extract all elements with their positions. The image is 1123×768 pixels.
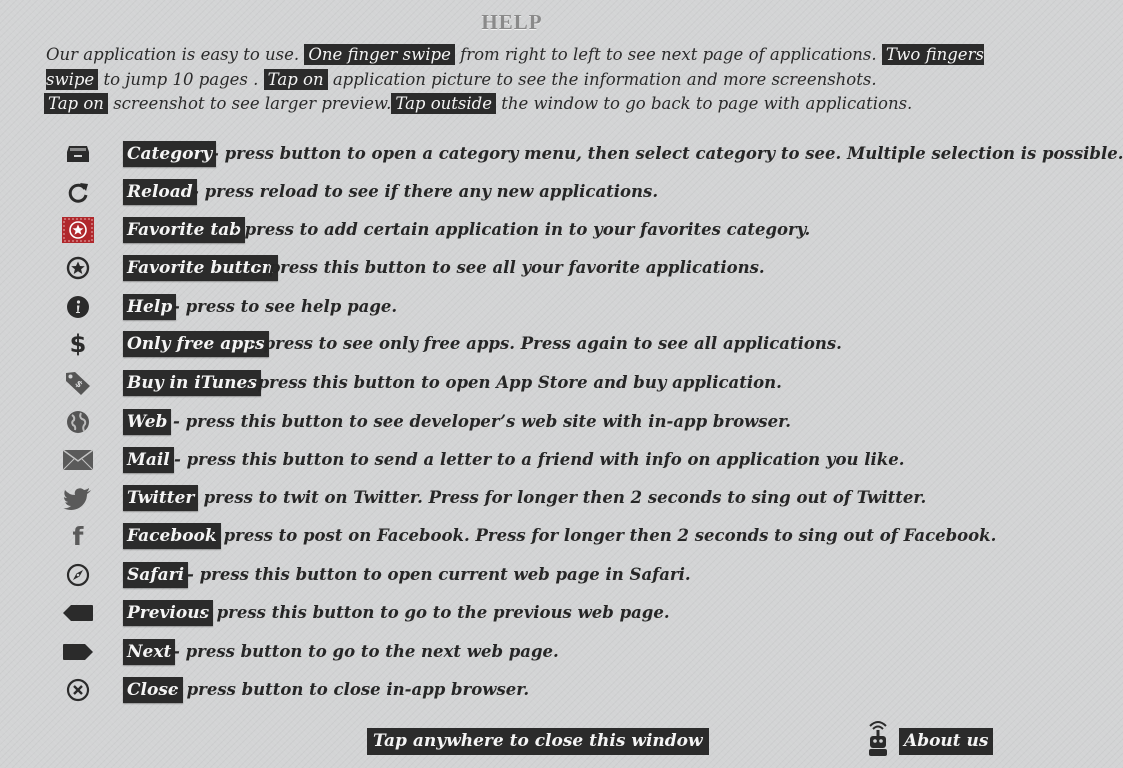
price-tag-icon [62,368,94,398]
help-row-category [0,139,1123,169]
help-row-buy-in-itunes [0,368,1024,398]
intro-text-4: application picture to see the information and more screenshots. [332,69,877,89]
intro-text-6: the window to go back to page with applications. [501,94,913,113]
help-row-previous [0,598,1024,628]
facebook-desc: - press to post on Facebook. Press for longer then 2 seconds to sing out of Facebook. [211,526,997,545]
previous-desc: - press this button to go to the previous web page. [204,603,670,622]
help-row-help [0,292,1024,322]
page-title: HELP [481,10,543,34]
close-desc: - press button to close in-app browser. [174,680,530,699]
help-row-favorite-tab [0,215,1024,245]
intro-text-2: from right to left to see next page of applications. [460,45,877,64]
safari-label: Safari [123,562,188,588]
web-label: Web [123,409,171,435]
help-row-mail [0,445,1024,475]
category-label: Category [123,141,216,167]
dollar-icon: $ [69,330,87,358]
next-tag-icon [62,637,94,667]
intro-text-3: to jump 10 pages . [103,69,259,89]
help-label: Help [123,294,176,320]
facebook-label: Facebook [123,523,221,549]
only-free-apps-desc: - press to see only free apps. Press again to see all applications. [251,334,842,353]
previous-tag-icon [62,598,94,628]
about-us-button[interactable]: About us [899,728,993,755]
mail-icon [62,445,94,475]
twitter-desc: - press to twit on Twitter. Press for longer then 2 seconds to sing out of Twitter. [191,488,927,507]
favorite-tab-label: Favorite tab [123,217,245,243]
help-row-only-free-apps [0,329,1024,359]
favorite-tab-icon [62,215,94,245]
intro-highlight-tap-outside: Tap outside [391,93,496,114]
info-icon [62,292,94,322]
buy-in-itunes-label: Buy in iTunes [123,370,261,396]
help-row-twitter [0,483,1024,513]
facebook-icon: f [72,521,84,551]
reload-icon [62,177,94,207]
intro-text-5: screenshot to see larger preview. [113,94,392,113]
only-free-apps-label: Only free apps [123,331,269,357]
intro-text-1: Our application is easy to use. [46,45,300,64]
svg-text:$: $ [72,378,85,391]
help-row-reload [0,177,1024,207]
help-row-web [0,407,1024,437]
twitter-bird-icon [62,483,94,513]
tap-to-close-button[interactable]: Tap anywhere to close this window [367,728,709,755]
reload-desc: - press reload to see if there any new applications. [192,182,659,201]
globe-icon [62,407,94,437]
category-icon [62,139,94,169]
help-row-next [0,637,1024,667]
intro-highlight-two-fingers: Two fingers swipe [46,45,984,89]
help-row-favorite-button [0,253,1024,283]
intro-text [46,43,1006,117]
next-label: Next [123,639,175,665]
help-row-close [0,675,1024,705]
close-circle-icon [62,675,94,705]
intro-highlight-tap-on-1: Tap on [264,69,328,90]
favorite-tab-desc: - press to add certain application in to your favorites category. [232,220,811,239]
twitter-label: Twitter [123,485,198,511]
help-row-safari [0,560,1024,590]
web-desc: - press this button to see developer’s web site with in-app browser. [173,412,792,431]
favorite-button-label: Favorite button [123,255,278,281]
previous-label: Previous [123,600,213,626]
favorite-star-icon [62,253,94,283]
reload-label: Reload [123,179,197,205]
help-row-facebook [0,521,1024,551]
intro-highlight-one-finger: One finger swipe [304,44,454,65]
next-desc: - press button to go to the next web page. [173,642,559,661]
compass-icon [62,560,94,590]
mail-label: Mail [123,447,174,473]
intro-highlight-tap-on-2: Tap on [44,93,108,114]
favorite-button-desc: - press this button to see all your favorite applications. [256,258,765,277]
robot-icon[interactable] [864,718,892,758]
buy-in-itunes-desc: - press this button to open App Store and buy application. [245,373,782,392]
category-desc: - press button to open a category menu, then select category to see. Multiple selection is possible. [212,144,1123,163]
mail-desc: - press this button to send a letter to a friend with info on application you like. [174,450,905,469]
close-label: Close [123,677,183,703]
help-desc: - press to see help page. [173,297,398,316]
safari-desc: - press this button to open current web page in Safari. [187,565,691,584]
